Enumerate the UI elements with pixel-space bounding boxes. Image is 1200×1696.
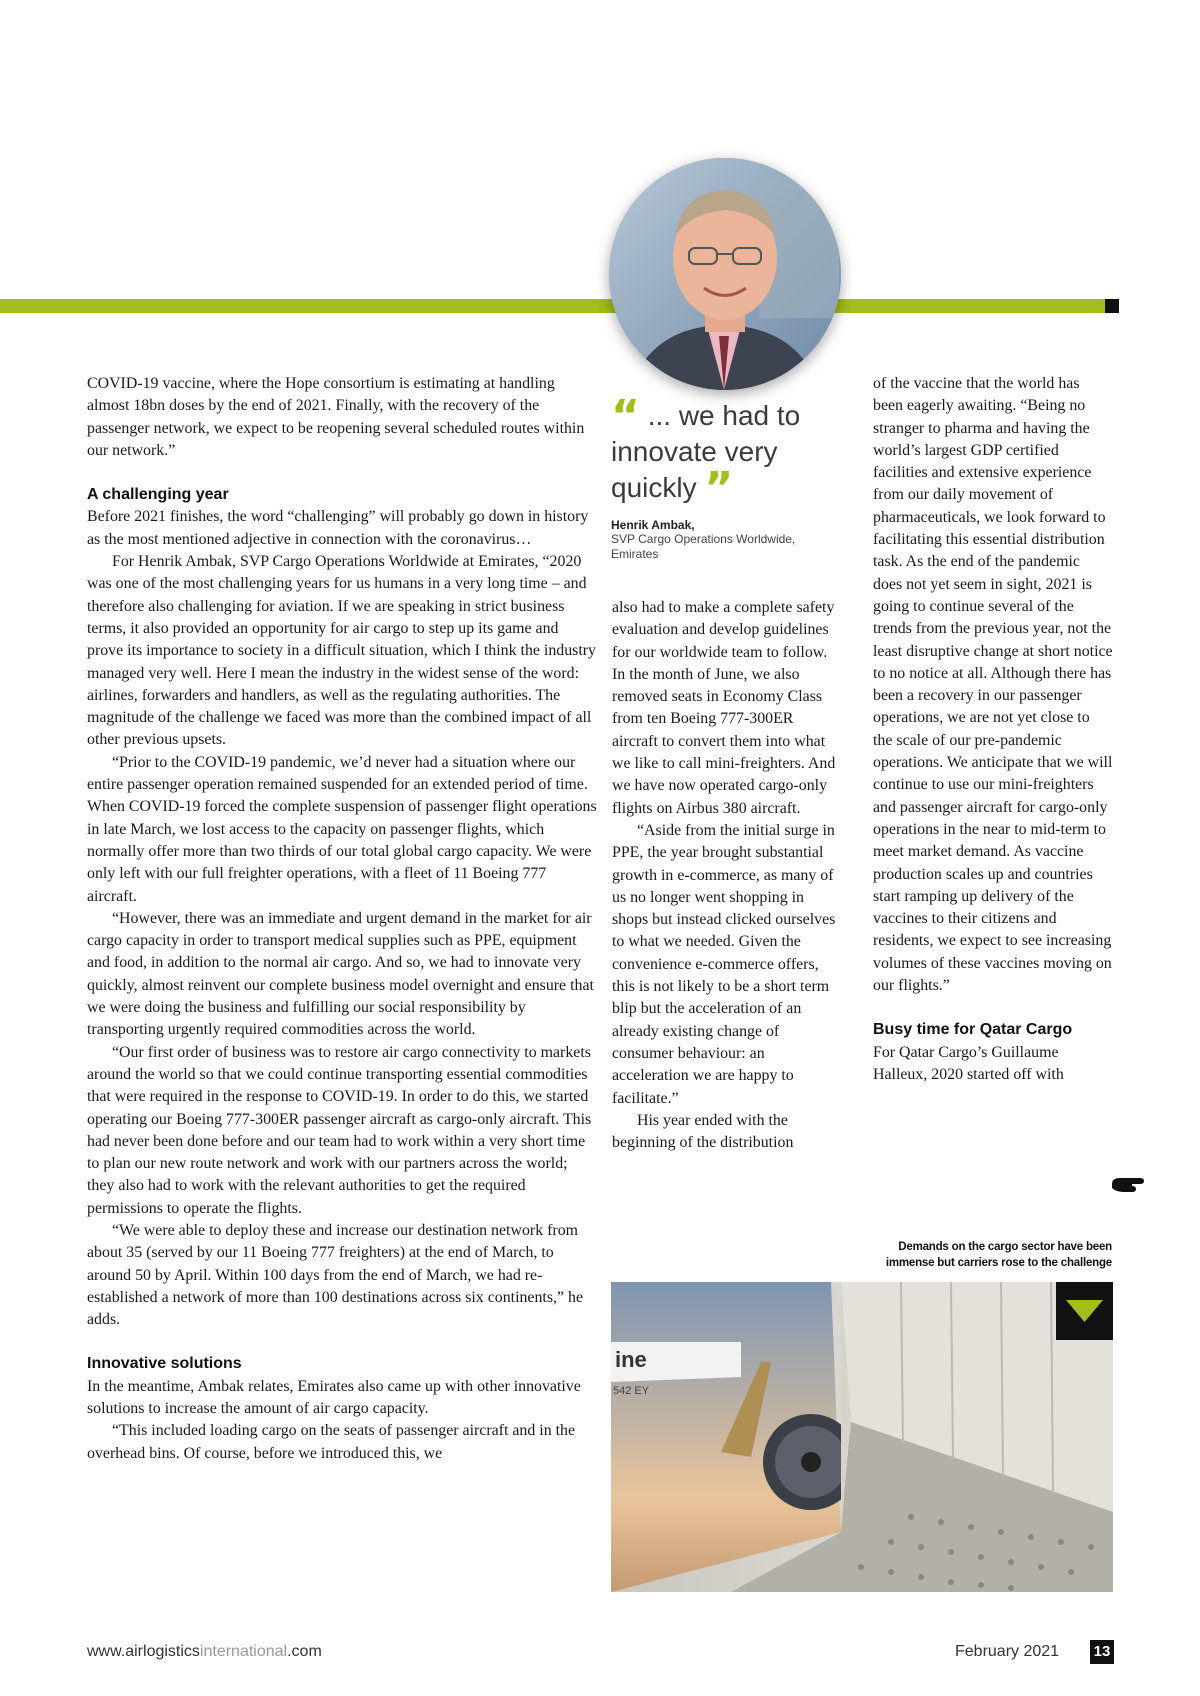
paragraph: “Prior to the COVID-19 pandemic, we’d never had a situation where our entire passenger operation remained suspended for an extended period of time. When COVID-19 forced the complete suspension of passenger flight operations in late March, we lost access to the capacity on passenger flights, which normally offer more than two thirds of our total global cargo capacity. We were only left with our full freighter operations, with a fleet of 11 Boeing 777 aircraft.	[87, 753, 597, 905]
subheading: A challenging year	[87, 486, 229, 504]
portrait-illustration	[609, 158, 841, 390]
page-number: 13	[1090, 1640, 1114, 1664]
pointing-hand-icon	[1110, 1172, 1150, 1198]
caption-line: immense but carriers rose to the challenge	[885, 1257, 1112, 1269]
url-part: www.airlogistics	[87, 1643, 200, 1660]
article-column-3	[873, 373, 1113, 1086]
paragraph: For Henrik Ambak, SVP Cargo Operations Worldwide at Emirates, “2020 was one of the most challenging years for us humans in a very long time – and therefore also challenging for aviation. If we are speaking in strict business terms, it also provided an opportunity for air cargo to step up its game and prove its importance to society in a difficult situation, which I think the industry managed very well. Here I mean the industry in the widest sense of the word: airlines, forwarders and handlers, as well as the regulating authorities. The magnitude of the challenge we faced was more than the combined impact of all other previous upsets.	[87, 553, 596, 749]
photo-caption	[800, 1239, 1112, 1271]
close-quote-mark: ”	[704, 463, 734, 514]
down-triangle-icon	[1056, 1282, 1113, 1340]
caption-line: Demands on the cargo sector have been	[898, 1241, 1112, 1253]
paragraph: also had to make a complete safety evaluation and develop guidelines for our worldwide team to follow. In the month of June, we also removed seats in Economy Class from ten Boeing 777-300ER aircraft to convert them into what we like to call mini-freighters. And we have now operated cargo-only flights on Airbus 380 aircraft.	[612, 599, 836, 817]
accent-band	[0, 299, 1105, 313]
url-part: international	[199, 1643, 288, 1660]
paragraph: In the meantime, Ambak relates, Emirates also came up with other innovative solutions to increase the amount of air cargo capacity.	[87, 1377, 581, 1418]
subheading: Busy time for Qatar Cargo	[873, 1021, 1073, 1039]
open-quote-mark: “	[611, 391, 640, 442]
fuselage-text: ine	[615, 1347, 647, 1372]
cargo-hold-photo	[611, 1282, 1113, 1592]
registration-text: 542 EY	[613, 1385, 650, 1397]
cargo-hold-illustration	[611, 1282, 1113, 1592]
footer-url[interactable]	[87, 1643, 322, 1661]
pull-quote	[611, 391, 856, 562]
article-column-2	[612, 597, 840, 1154]
paragraph: of the vaccine that the world has been eagerly awaiting. “Being no stranger to pharma and having the world’s largest GDP certified facilities and extensive experience from our daily movement of pharmaceuticals, we look forward to facilitating this essential distribution task. As the end of the pandemic does not yet seem in sight, 2021 is going to continue several of the trends from the previous year, not the least disruptive change at short notice to no notice at all. Although there has been a recovery in our passenger operations, we are not yet close to the scale of our pre-pandemic operations. We anticipate that we will continue to use our mini-freighters and passenger aircraft for cargo-only operations in the near to mid-term to meet market demand. As vaccine production scales up and countries start ramping up delivery of the vaccines to their citizens and residents, we expect to see increasing volumes of these vaccines moving on our flights.”	[873, 375, 1113, 995]
paragraph: “However, there was an immediate and urgent demand in the market for air cargo capacity in order to transport medical supplies such as PPE, equipment and food, in addition to the normal air cargo. And so, we had to innovate very quickly, almost reinvent our complete business model overnight and ensure that we were doing the business and fulfilling our social responsibility by transporting urgently required commodities across the world.	[87, 909, 594, 1039]
quote-body: ... we had to innovate very quickly	[611, 400, 801, 503]
paragraph: COVID-19 vaccine, where the Hope consortium is estimating at handling almost 18bn doses by the end of 2021. Finally, with the recovery of the passenger network, we expect to be reopening several scheduled routes within our network.”	[87, 375, 585, 459]
quote-attribution-name: Henrik Ambak,	[611, 518, 695, 532]
paragraph: “We were able to deploy these and increase our destination network from about 35 (served by our 11 Boeing 777 freighters) at the end of March, to around 50 by April. Within 100 days from the end of March, we had re-established a network of more than 100 destinations across six continents,” he adds.	[87, 1221, 584, 1329]
article-column-1	[87, 373, 597, 1465]
paragraph: Before 2021 finishes, the word “challenging” will probably go down in history as the most mentioned adjective in connection with the coronavirus…	[87, 508, 589, 548]
quote-attribution-role: SVP Cargo Operations Worldwide, Emirates	[611, 532, 796, 561]
paragraph: “Aside from the initial surge in PPE, the year brought substantial growth in e-commerce, as many of us no longer went shopping in shops but instead clicked ourselves to what we needed. Given the convenience e-commerce offers, this is not likely to be a short term blip but the acceleration of an already existing change of consumer behaviour: an acceleration we are happy to facilitate.”	[612, 821, 836, 1107]
issue-date: February 2021	[955, 1643, 1060, 1660]
paragraph: His year ended with the beginning of the distribution	[612, 1111, 794, 1152]
portrait-photo	[609, 158, 841, 390]
subheading: Innovative solutions	[87, 1355, 242, 1373]
band-end-square	[1105, 299, 1119, 313]
pull-quote-text	[611, 391, 856, 514]
photo-corner-marker	[1056, 1282, 1113, 1340]
url-part: .com	[287, 1643, 322, 1660]
paragraph: “Our first order of business was to restore air cargo connectivity to markets around the world so that we could continue transporting essential commodities that were required in the response to COVID-19. In order to do this, we started operating our Boeing 777-300ER passenger aircraft as cargo-only aircraft. This had never been done before and our team had to work within a very short time to plan our new route network and work with our partners across the world; they also had to work with the relevant authorities to get the required permissions to operate the flights.	[87, 1043, 592, 1217]
paragraph: “This included loading cargo on the seats of passenger aircraft and in the overhead bins. Of course, before we introduced this, we	[87, 1422, 576, 1462]
paragraph: For Qatar Cargo’s Guillaume Halleux, 2020 started off with	[873, 1043, 1064, 1083]
